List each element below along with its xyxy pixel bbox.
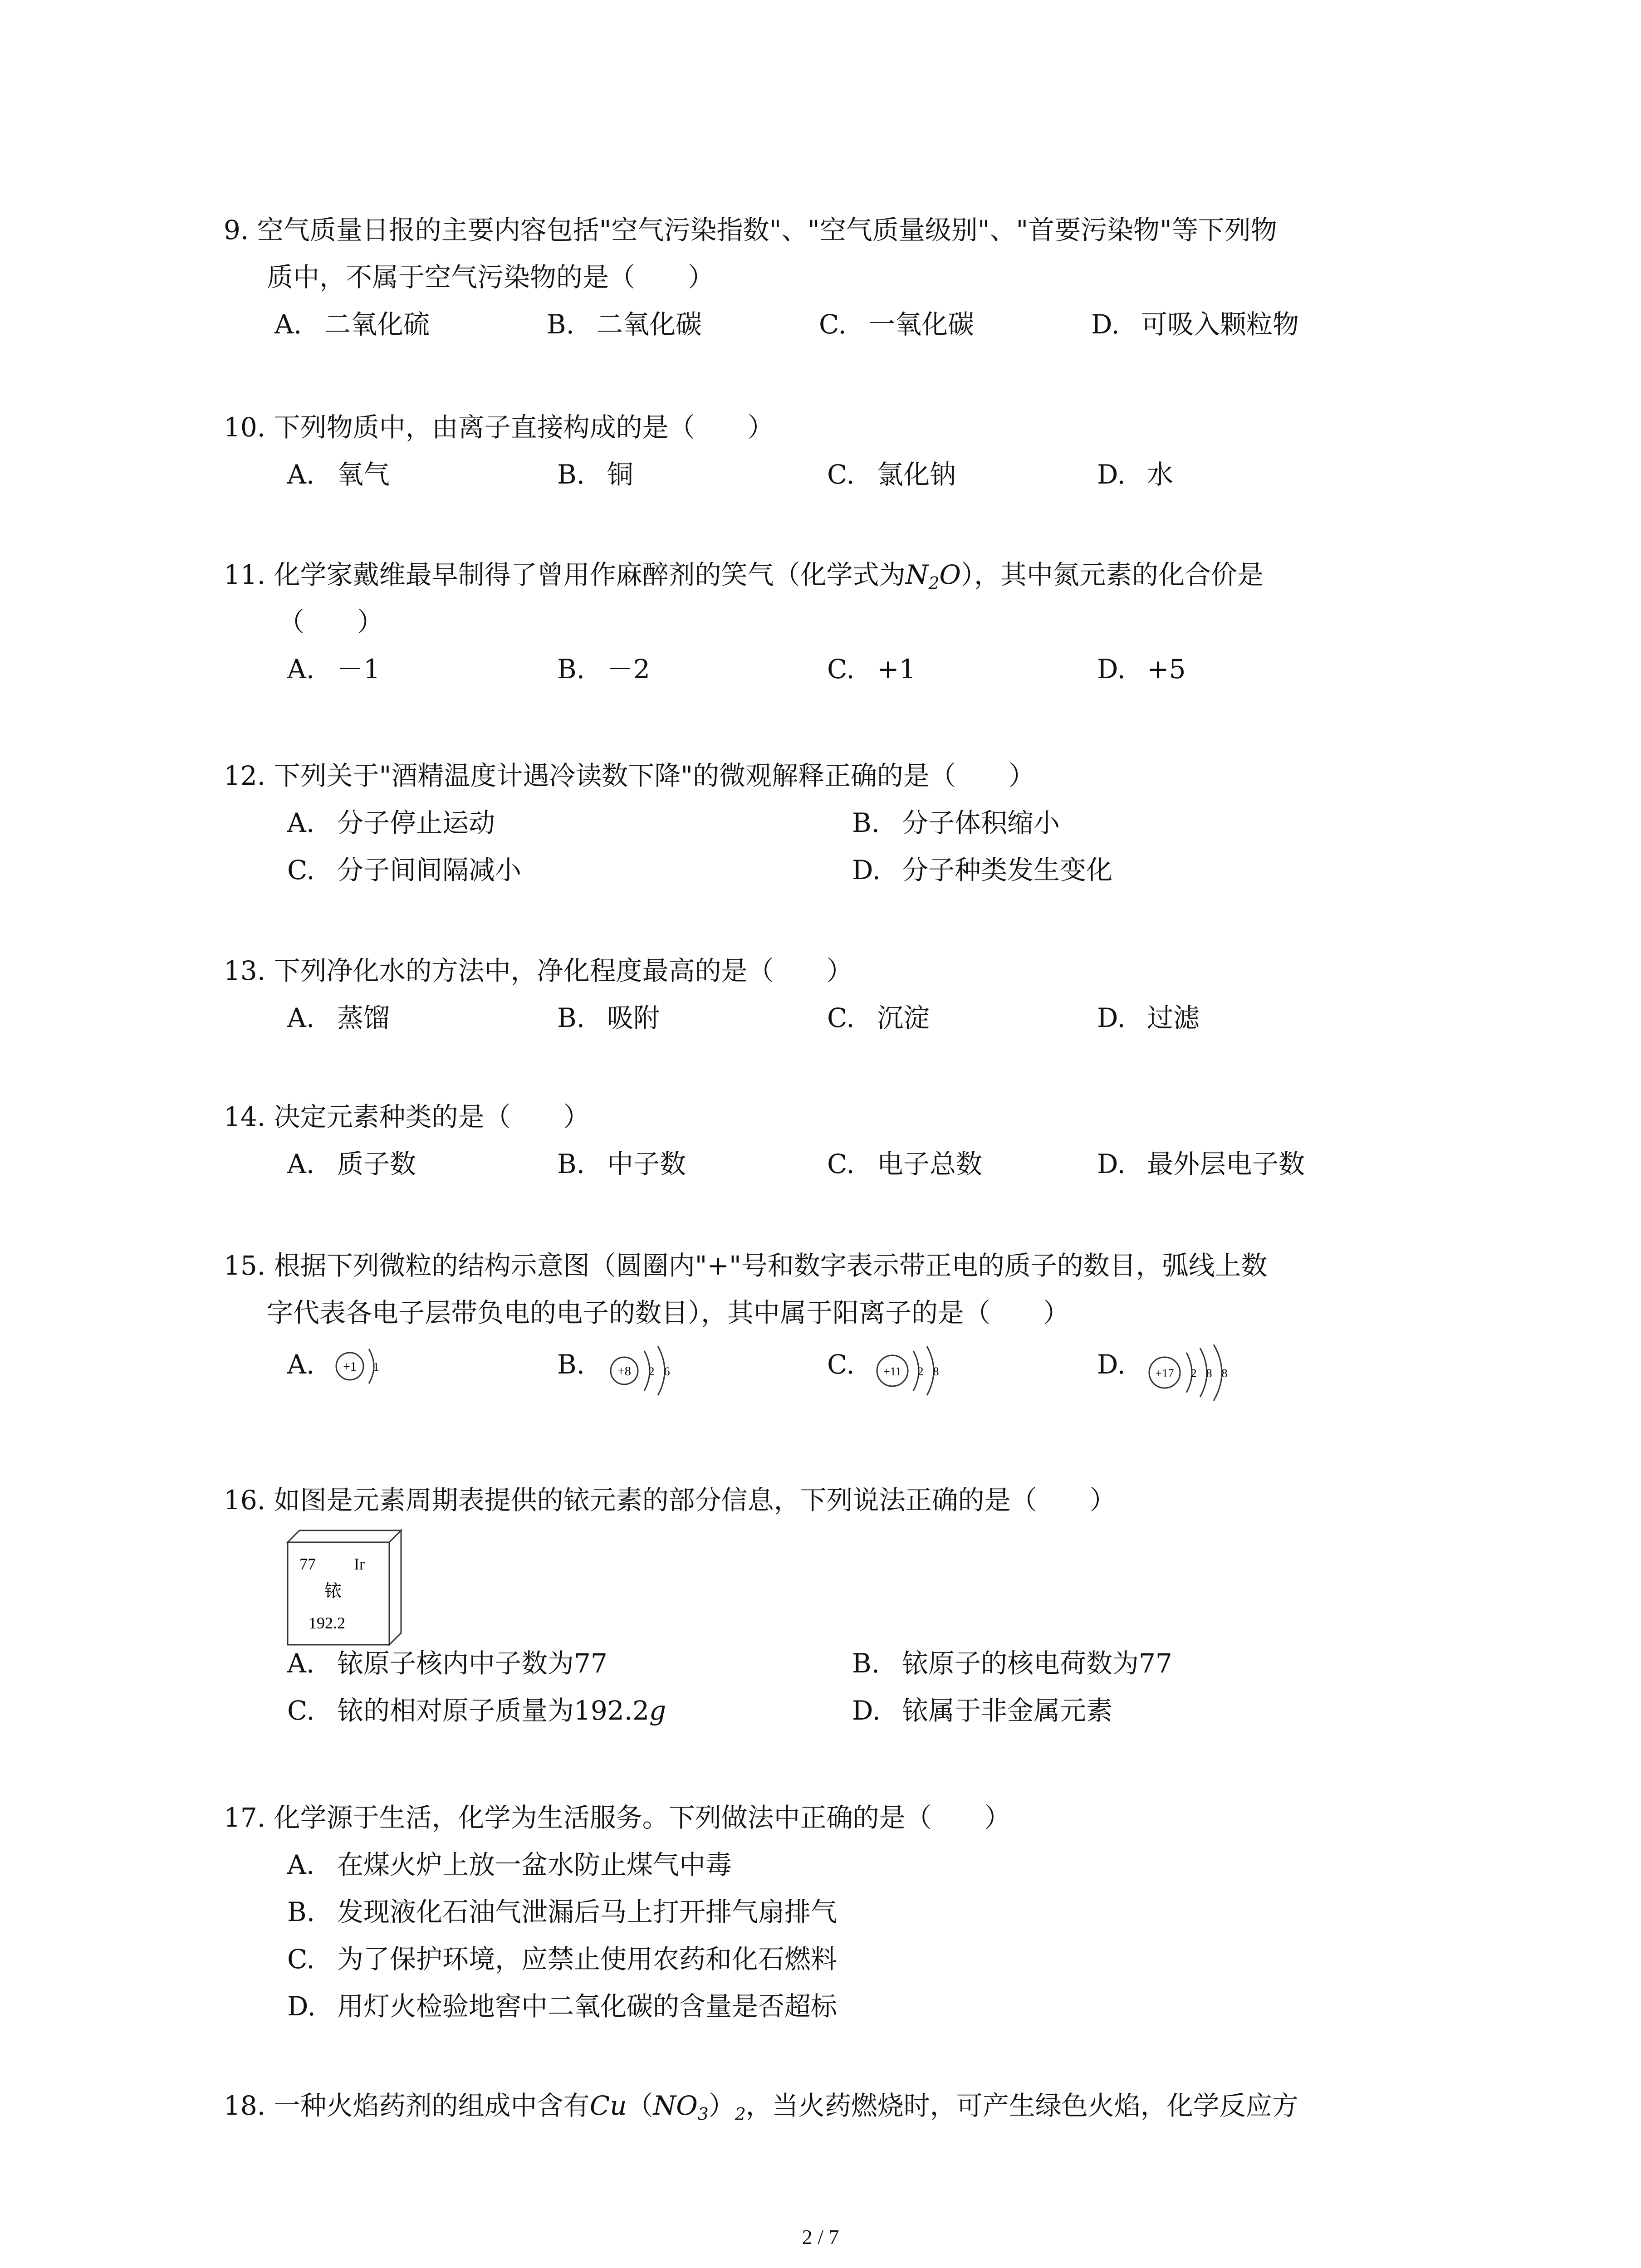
option-a: A. 在煤火炉上放一盆水防止煤气中毒 bbox=[287, 1849, 732, 1880]
question-18 bbox=[224, 2082, 1298, 2129]
shell-count: 2 bbox=[648, 1365, 655, 1378]
question-12 bbox=[224, 752, 1113, 894]
shell-count: 8 bbox=[1221, 1367, 1228, 1380]
option-c: C. bbox=[827, 1349, 855, 1380]
option-c: C. 分子间间隔减小 bbox=[287, 855, 522, 885]
question-14 bbox=[224, 1093, 1305, 1188]
question-text: 15. 根据下列微粒的结构示意图（圆圈内"+"号和数字表示带正电的质子的数目，弧线上数 bbox=[224, 1250, 1268, 1281]
atom-diagram-c bbox=[872, 1344, 963, 1403]
shell-count: 2 bbox=[917, 1365, 924, 1378]
option-a: A. 氧气 bbox=[287, 459, 390, 490]
question-text: 17. 化学源于生活，化学为生活服务。下列做法中正确的是（ ） bbox=[224, 1802, 1011, 1833]
shell-count: 6 bbox=[664, 1365, 670, 1378]
atom-diagram-a bbox=[332, 1344, 395, 1399]
nucleus-label: +1 bbox=[343, 1360, 357, 1374]
element-name: 铱 bbox=[324, 1581, 342, 1601]
option-c: C. 铱的相对原子质量为192.2g bbox=[287, 1695, 666, 1726]
option-b: B. 发现液化石油气泄漏后马上打开排气扇排气 bbox=[287, 1897, 838, 1927]
question-text: 11. 化学家戴维最早制得了曾用作麻醉剂的笑气（化学式为$N_2O$），其中氮元素的化合价是 bbox=[224, 559, 1264, 593]
option-d: D. 水 bbox=[1097, 459, 1174, 490]
option-c: C. +1 bbox=[827, 654, 916, 684]
question-10 bbox=[224, 404, 1174, 498]
question-11 bbox=[224, 551, 1264, 693]
question-text: 9. 空气质量日报的主要内容包括"空气污染指数"、"空气质量级别"、"首要污染物"等下列物 bbox=[224, 215, 1277, 245]
atomic-mass: 192.2 bbox=[309, 1614, 345, 1632]
shell-count: 8 bbox=[933, 1365, 939, 1378]
formula-n2o: $N_2O$ bbox=[905, 559, 961, 593]
nucleus-label: +11 bbox=[883, 1365, 901, 1378]
options-row bbox=[224, 846, 1113, 894]
question-text: （ ） bbox=[278, 606, 384, 637]
option-d: D. 最外层电子数 bbox=[1097, 1149, 1305, 1179]
option-b: B. bbox=[557, 1349, 585, 1380]
atom-diagram-d bbox=[1145, 1344, 1254, 1408]
option-a: A. 铱原子核内中子数为77 bbox=[287, 1648, 607, 1679]
option-d: D. 铱属于非金属元素 bbox=[852, 1695, 1113, 1726]
options-row bbox=[224, 1341, 1268, 1418]
question-text: 13. 下列净化水的方法中，净化程度最高的是（ ） bbox=[224, 955, 853, 986]
question-text: 18. 一种火焰药剂的组成中含有$Cu(NO_3)_2$，当火药燃烧时，可产生绿色火焰，化学反应方 bbox=[224, 2090, 1298, 2124]
option-c: C. 电子总数 bbox=[827, 1149, 983, 1179]
option-a: A. 分子停止运动 bbox=[287, 807, 495, 838]
option-b: B. 吸附 bbox=[557, 1002, 660, 1033]
question-16 bbox=[224, 1476, 1116, 1524]
options-row bbox=[224, 451, 1174, 498]
option-b: B. －2 bbox=[557, 654, 650, 684]
shell-count: 2 bbox=[1190, 1367, 1197, 1380]
option-b: B. 中子数 bbox=[557, 1149, 686, 1179]
option-b: B. 二氧化碳 bbox=[547, 309, 702, 340]
options-row bbox=[224, 994, 1200, 1041]
shell-count: 1 bbox=[373, 1360, 379, 1374]
question-text: 12. 下列关于"酒精温度计遇冷读数下降"的微观解释正确的是（ ） bbox=[224, 760, 1035, 791]
option-d: D. 分子种类发生变化 bbox=[852, 855, 1113, 885]
formula-cu-no3-2: $Cu(NO_3)_2$ bbox=[589, 2090, 746, 2124]
atom-diagram-b bbox=[606, 1344, 697, 1403]
question-17 bbox=[224, 1794, 1011, 2030]
nucleus-label: +8 bbox=[617, 1364, 631, 1378]
options-row bbox=[224, 1140, 1305, 1188]
element-card-iridium bbox=[286, 1529, 404, 1647]
option-b: B. 铱原子的核电荷数为77 bbox=[852, 1648, 1172, 1679]
question-15 bbox=[224, 1242, 1268, 1418]
option-b: B. 铜 bbox=[557, 459, 634, 490]
option-a: A. 二氧化硫 bbox=[274, 309, 430, 340]
option-a: A. 蒸馏 bbox=[287, 1002, 390, 1033]
question-text: 质中，不属于空气污染物的是（ ） bbox=[267, 262, 715, 293]
element-symbol: Ir bbox=[354, 1555, 365, 1573]
nucleus-label: +17 bbox=[1155, 1367, 1174, 1380]
options-row bbox=[224, 645, 1264, 693]
question-text: 字代表各电子层带负电的电子的数目），其中属于阳离子的是（ ） bbox=[267, 1297, 1070, 1328]
question-text: 16. 如图是元素周期表提供的铱元素的部分信息，下列说法正确的是（ ） bbox=[224, 1485, 1116, 1515]
option-c: C. 沉淀 bbox=[827, 1002, 930, 1033]
page-number: 2 / 7 bbox=[802, 2225, 839, 2248]
question-9 bbox=[224, 206, 1299, 348]
question-13 bbox=[224, 947, 1200, 1041]
question-text: 14. 决定元素种类的是（ ） bbox=[224, 1101, 590, 1132]
option-d: D. 过滤 bbox=[1097, 1002, 1200, 1033]
option-c: C. 为了保护环境，应禁止使用农药和化石燃料 bbox=[287, 1944, 838, 1975]
options-row bbox=[224, 301, 1299, 348]
options-row bbox=[224, 799, 1060, 846]
option-a: A. －1 bbox=[287, 654, 380, 684]
question-text: 10. 下列物质中，由离子直接构成的是（ ） bbox=[224, 412, 774, 443]
option-d: D. 用灯火检验地窖中二氧化碳的含量是否超标 bbox=[287, 1991, 838, 2022]
atomic-number: 77 bbox=[299, 1555, 316, 1573]
option-c: C. 氯化钠 bbox=[827, 459, 956, 490]
option-d: D. 可吸入颗粒物 bbox=[1091, 309, 1299, 340]
option-d: D. +5 bbox=[1097, 654, 1186, 684]
option-c: C. 一氧化碳 bbox=[819, 309, 975, 340]
option-a: A. bbox=[287, 1349, 315, 1380]
shell-count: 8 bbox=[1206, 1367, 1212, 1380]
option-d: D. bbox=[1097, 1349, 1126, 1380]
option-a: A. 质子数 bbox=[287, 1149, 416, 1179]
option-b: B. 分子体积缩小 bbox=[852, 807, 1060, 838]
